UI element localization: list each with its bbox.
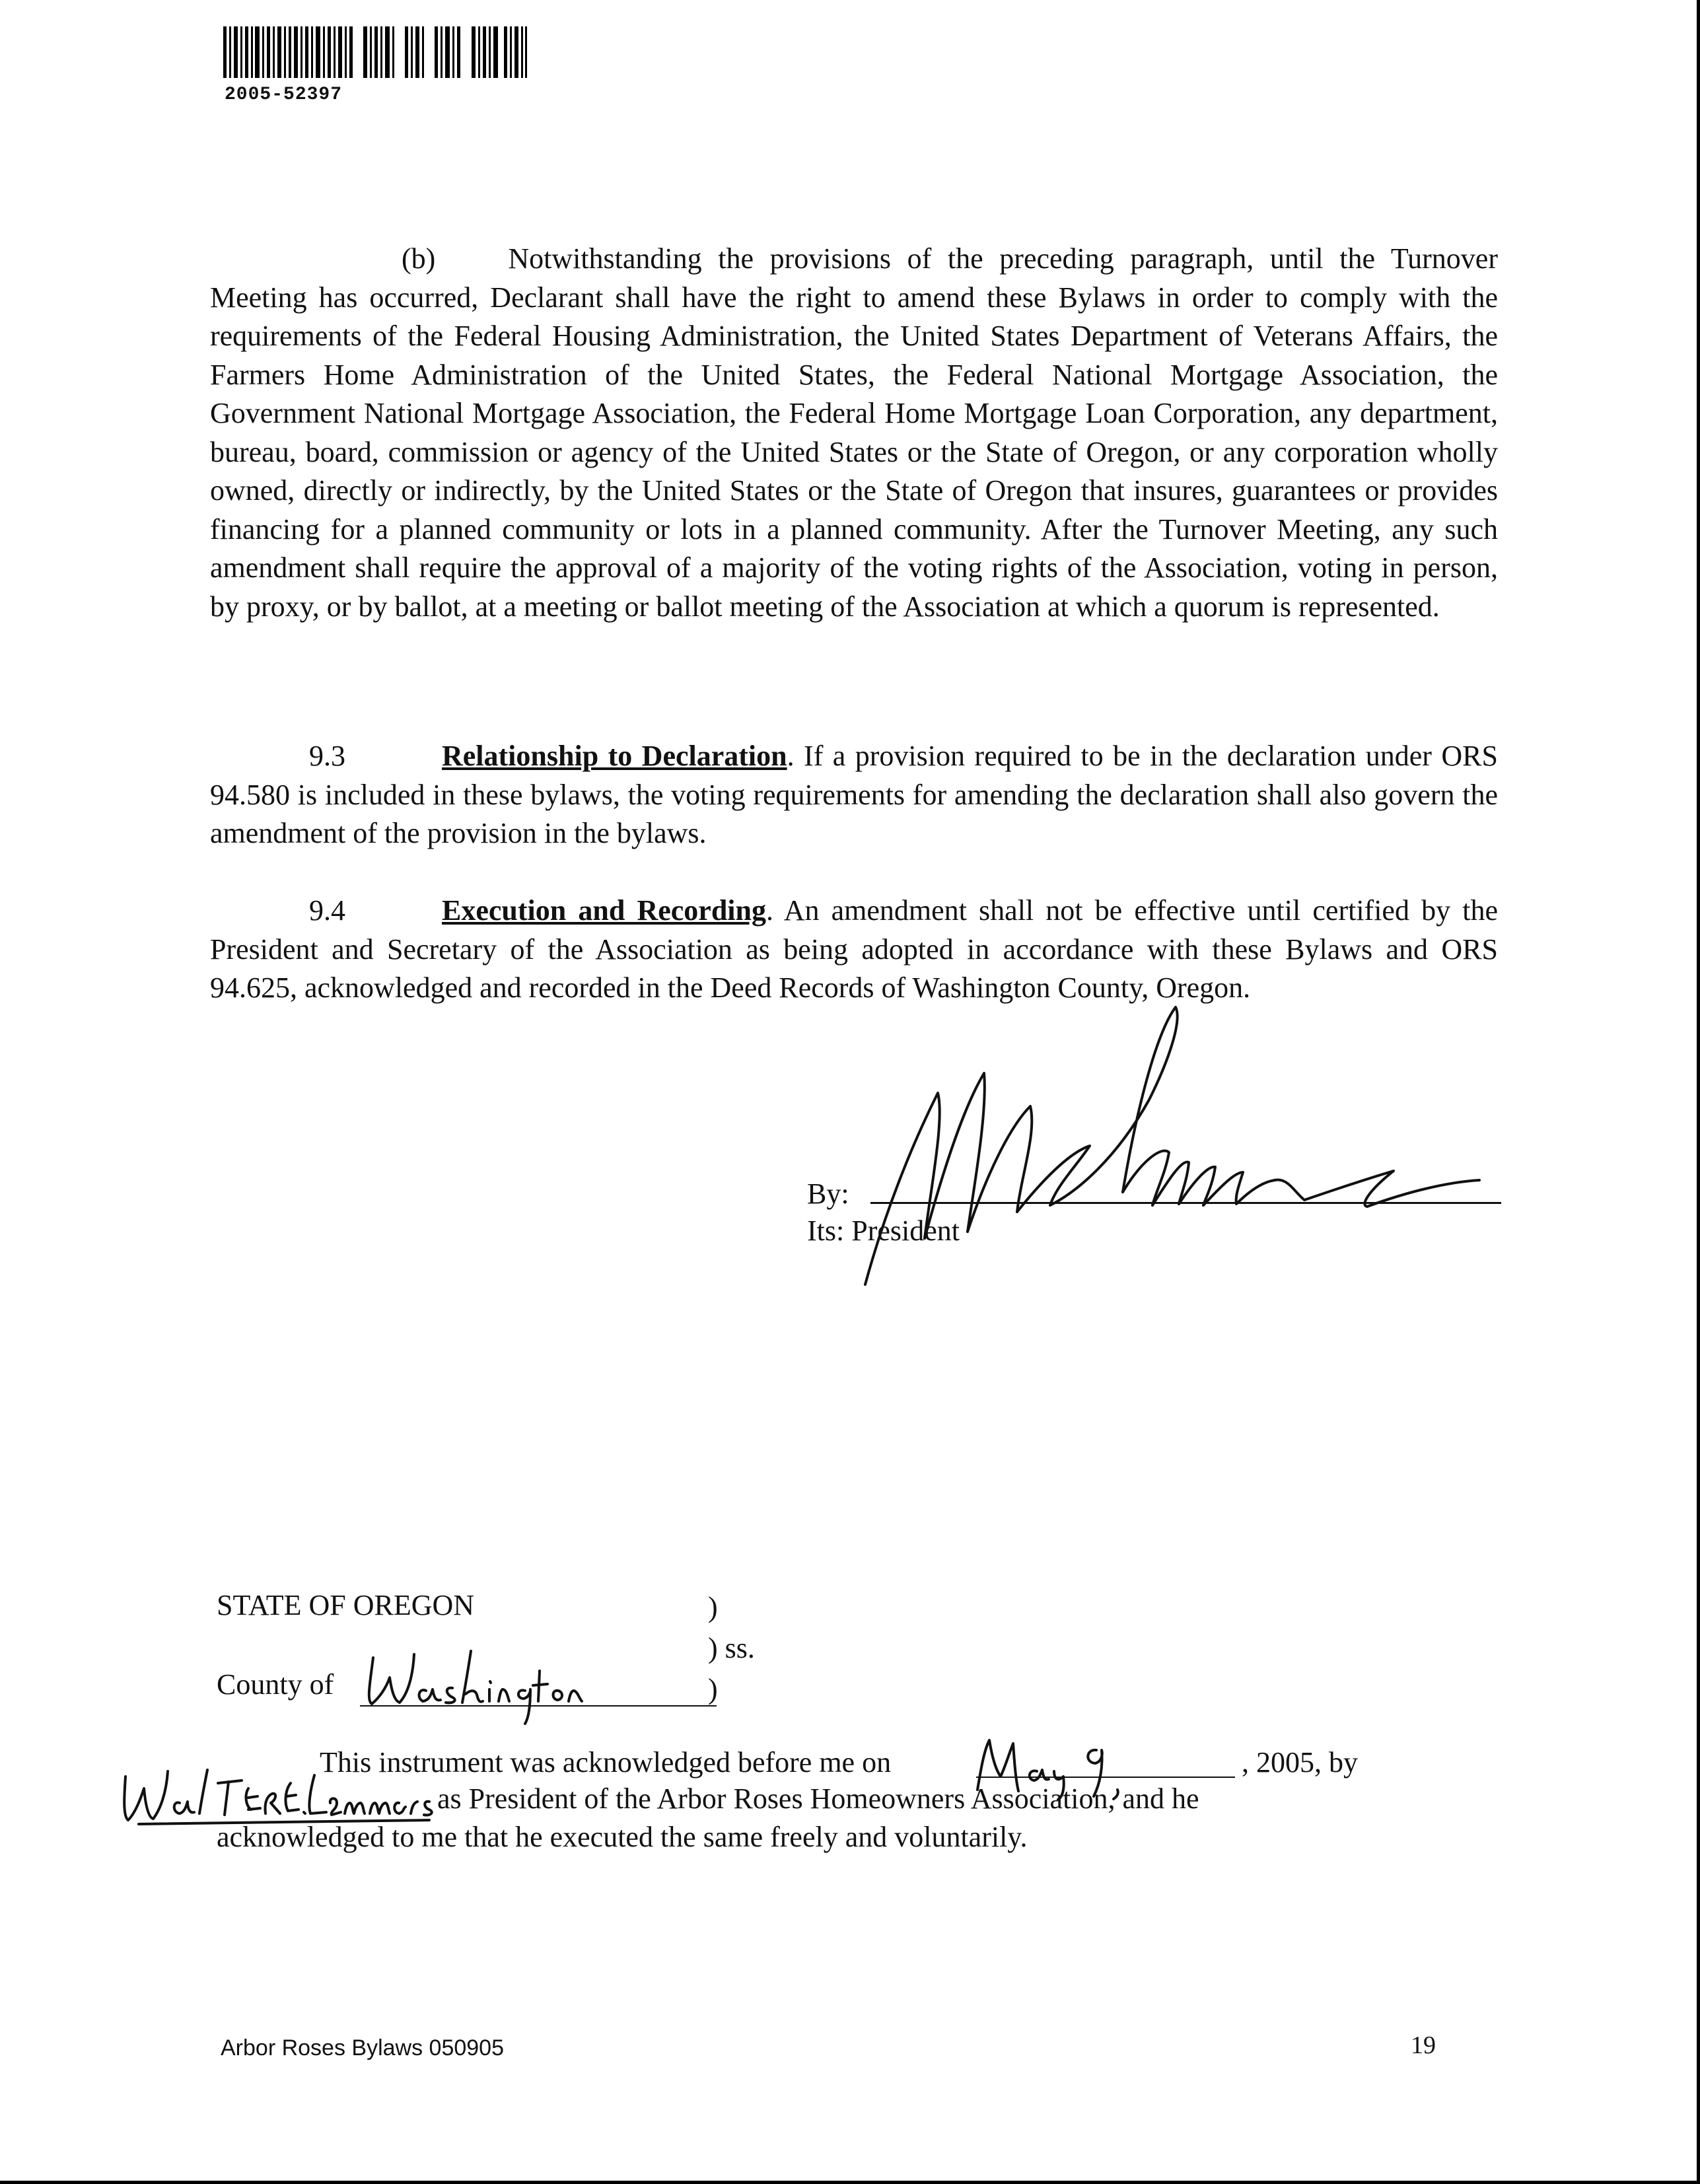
- signature-its-value: President: [851, 1215, 960, 1247]
- handwritten-signature-icon: [839, 994, 1486, 1298]
- venue-paren-1: ): [708, 1591, 718, 1623]
- paragraph-b-label: (b): [402, 242, 436, 275]
- signature-its-label: Its: President: [807, 1215, 960, 1247]
- section-9-3-number: 9.3: [309, 740, 345, 772]
- venue-paren-3: ): [708, 1673, 718, 1705]
- paragraph-b: [210, 240, 1498, 626]
- county-label: County of: [217, 1668, 334, 1701]
- paragraph-b-text: Notwithstanding the provisions of the preceding paragraph, until the Turnover Meeting has occurred, Declarant shall have the right to amend these Bylaws in order to comply with the requirements of the Federal Housing Administration, the United States Department of Veterans Affairs, the Farmers Home Administration of the United States, the Federal National Mortgage Association, the Government National Mortgage Association, the Federal Home Mortgage Loan Corporation, any department, bureau, board, commission or agency of the United States or the State of Oregon, or any corporation wholly owned, directly or indirectly, by the United States or the State of Oregon that insures, guarantees or provides financing for a planned community or lots in a planned community. After the Turnover Meeting, any such amendment shall require the approval of a majority of the voting rights of the Association, voting in person, by proxy, or by ballot, at a meeting or ballot meeting of the Association at which a quorum is represented.: [210, 242, 1498, 623]
- acknowledgment-line-3: acknowledged to me that he executed the same freely and voluntarily.: [217, 1821, 1028, 1853]
- section-9-3-text: . If a provision required to be in the declaration under ORS 94.580 is included in these bylaws, the voting requirements for amending the declaration shall also govern the amendment of the provision in the bylaws.: [210, 740, 1498, 849]
- recording-number: 2005-52397: [225, 85, 343, 105]
- footer-page-number: 19: [1411, 2031, 1436, 2059]
- handwritten-name-icon: [119, 1757, 449, 1829]
- signature-by-label: By:: [807, 1178, 849, 1210]
- section-9-4-heading: Execution and Recording: [442, 894, 766, 927]
- acknowledgment-line-2: as President of the Arbor Roses Homeowners Association, and he: [437, 1782, 1199, 1815]
- acknowledgment-line-1-end: , 2005, by: [1242, 1746, 1358, 1779]
- section-9-3: [210, 737, 1498, 853]
- section-9-4-number: 9.4: [309, 894, 345, 927]
- section-9-3-heading: Relationship to Declaration: [442, 740, 787, 772]
- state-label: STATE OF OREGON: [217, 1589, 475, 1621]
- footer-document-name: Arbor Roses Bylaws 050905: [221, 2035, 505, 2061]
- section-9-4: [210, 892, 1498, 1008]
- section-9-4-text: . An amendment shall not be effective until certified by the President and Secretary of the Association as being adopted in accordance with these Bylaws and ORS 94.625, acknowledged and recorded in the Deed Records of Washington County, Oregon.: [210, 894, 1498, 1004]
- handwritten-county-icon: [360, 1631, 584, 1730]
- venue-paren-2: ) ss.: [708, 1632, 755, 1664]
- acknowledgment-line-1: This instrument was acknowledged before me on: [320, 1746, 892, 1779]
- barcode-icon: [223, 26, 527, 78]
